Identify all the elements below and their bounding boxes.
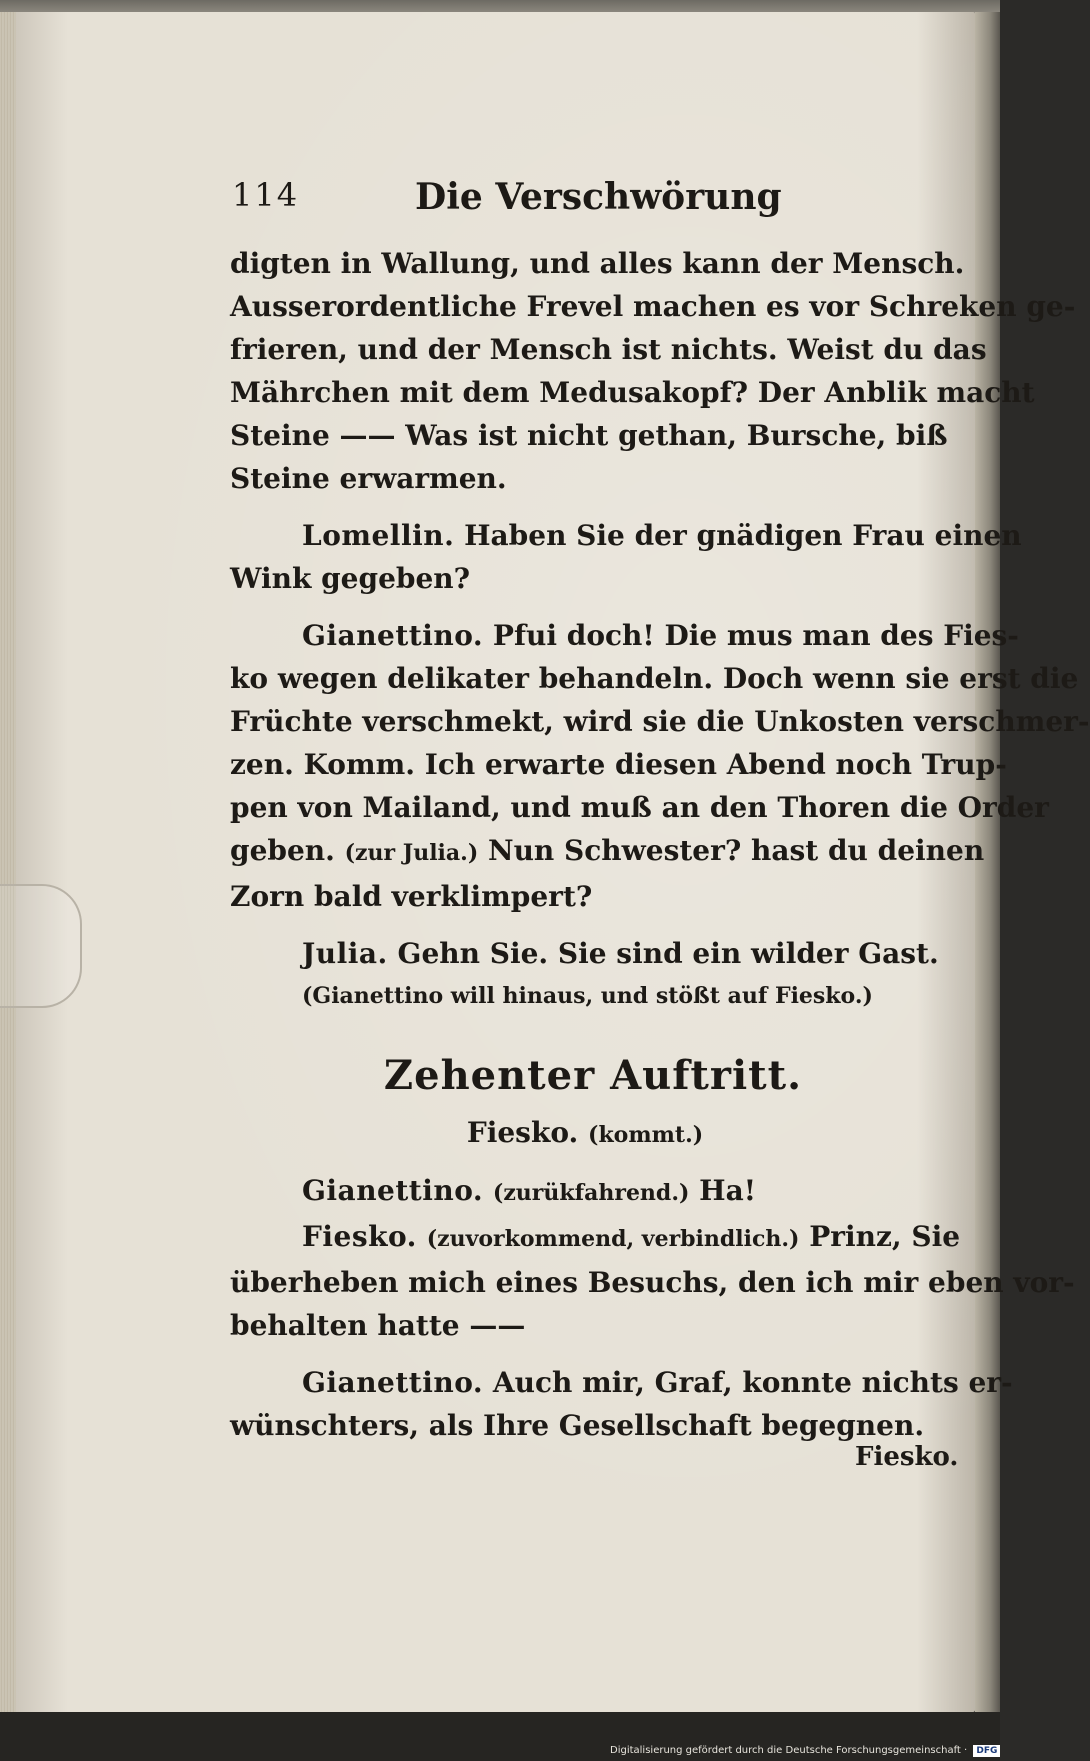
speech-text: Gehn Sie. Sie sind ein wilder Gast. bbox=[397, 937, 939, 970]
speech-text: Nun Schwester? hast du deinen bbox=[487, 834, 985, 867]
speaker-name: Gianettino. bbox=[302, 1174, 484, 1207]
speaker-name: Julia. bbox=[302, 937, 388, 970]
text-line: frieren, und der Mensch ist nichts. Weist du das bbox=[230, 333, 987, 366]
text-line: Steine erwarmen. bbox=[230, 462, 507, 495]
speech-text: Haben Sie der gnädigen Frau einen bbox=[464, 519, 1022, 552]
speech-text: überheben mich eines Besuchs, den ich mir eben vor- bbox=[230, 1266, 1075, 1299]
speaker-name: Gianettino. bbox=[302, 619, 484, 652]
stage-direction: (zuvorkommend, verbindlich.) bbox=[426, 1226, 800, 1252]
speech-gianettino bbox=[230, 1361, 1013, 1404]
body-text bbox=[230, 242, 1090, 1447]
speech-text: Auch mir, Graf, konnte nichts er- bbox=[492, 1366, 1013, 1399]
stage-direction: (kommt.) bbox=[588, 1122, 704, 1148]
stage-direction: (zurükfahrend.) bbox=[492, 1180, 690, 1206]
text-line: Ausserordentliche Frevel machen es vor Schreken ge- bbox=[230, 290, 1076, 323]
speech-fiesko bbox=[230, 1215, 961, 1261]
speech-text: Pfui doch! Die mus man des Fies- bbox=[492, 619, 1019, 652]
footer-credit bbox=[610, 1743, 998, 1759]
speech-julia bbox=[230, 932, 939, 975]
speech-text: zen. Komm. Ich erwarte diesen Abend noch Trup- bbox=[230, 748, 1007, 781]
speaker-name: Lomellin. bbox=[302, 519, 455, 552]
text-line: Mährchen mit dem Medusakopf? Der Anblik macht bbox=[230, 376, 1035, 409]
stage-direction: (Gianettino will hinaus, und stößt auf Fiesko.) bbox=[302, 983, 873, 1009]
speech-text: Prinz, Sie bbox=[809, 1220, 961, 1253]
speech-text: Ha! bbox=[699, 1174, 757, 1207]
speech-gianettino bbox=[230, 614, 1019, 657]
speech-text: pen von Mailand, und muß an den Thoren die Order bbox=[230, 791, 1049, 824]
dfg-logo: DFG bbox=[973, 1745, 1000, 1757]
running-title: Die Verschwörung bbox=[415, 176, 782, 218]
speaker-name: Gianettino. bbox=[302, 1366, 484, 1399]
catchword: Fiesko. bbox=[855, 1442, 959, 1472]
scene-heading: Zehenter Auftritt. bbox=[383, 1052, 803, 1099]
speech-gianettino bbox=[230, 1169, 920, 1215]
text-line: Steine —— Was ist nicht gethan, Bursche, biß bbox=[230, 419, 948, 452]
speech-text: wünschters, als Ihre Gesellschaft begegnen. bbox=[230, 1409, 925, 1442]
speaker-name: Fiesko. bbox=[302, 1220, 417, 1253]
text-line: digten in Wallung, und alles kann der Mensch. bbox=[230, 247, 965, 280]
speech-text: ko wegen delikater behandeln. Doch wenn sie erst die bbox=[230, 662, 1079, 695]
speaker-name: Fiesko. bbox=[466, 1116, 579, 1149]
page-header bbox=[232, 176, 782, 224]
page-number: 114 bbox=[232, 176, 300, 214]
speech-line-with-direction bbox=[230, 829, 985, 875]
footer-credit-text: Digitalisierung gefördert durch die Deutsche Forschungsgemeinschaft · bbox=[610, 1745, 968, 1756]
speech-text: Wink gegeben? bbox=[230, 562, 471, 595]
speech-text: Zorn bald verklimpert? bbox=[230, 880, 593, 913]
speech-lomellin bbox=[230, 514, 1022, 557]
speech-text: geben. bbox=[230, 834, 335, 867]
stage-direction: (zur Julia.) bbox=[344, 840, 479, 866]
speech-text: Früchte verschmekt, wird sie die Unkosten verschmer- bbox=[230, 705, 1090, 738]
speech-text: behalten hatte —— bbox=[230, 1309, 526, 1342]
scene-cast bbox=[230, 1111, 920, 1157]
